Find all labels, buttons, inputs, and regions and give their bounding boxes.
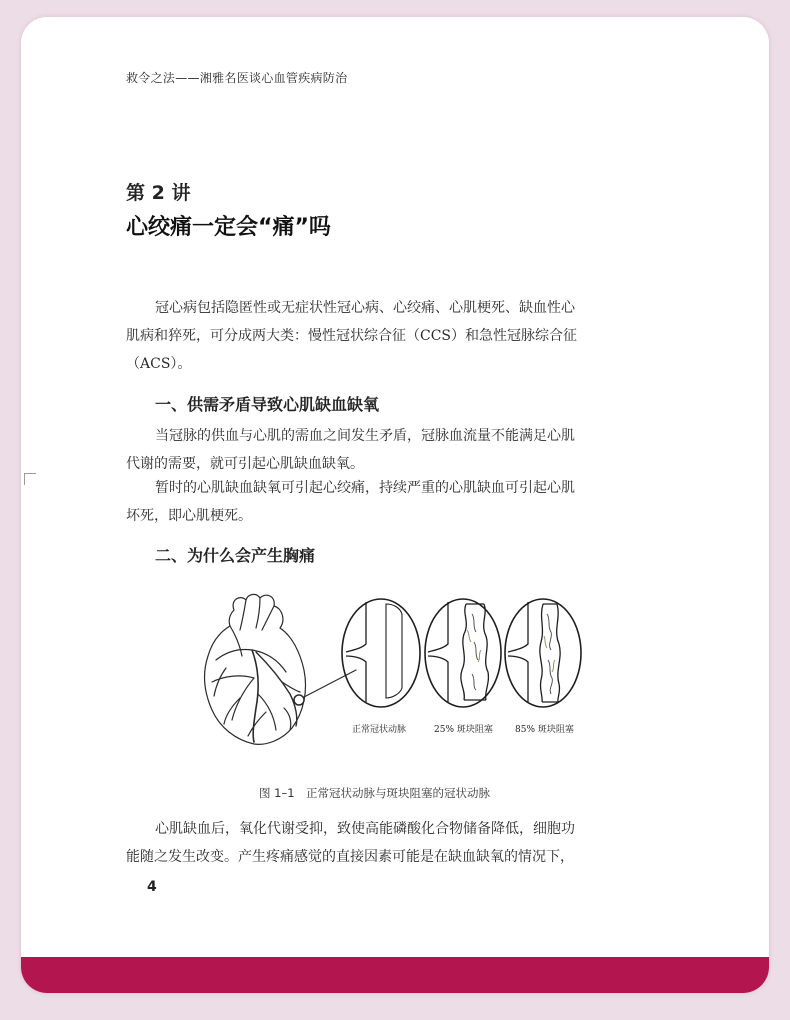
book-page [21, 17, 769, 993]
closing-paragraph [126, 815, 640, 871]
intro-line: （ACS）。 [126, 356, 192, 372]
page-number: 4 [147, 879, 157, 895]
body-line: 当冠脉的供血与心肌的需血之间发生矛盾，冠脉血流量不能满足心肌 [155, 428, 575, 444]
coronary-artery-figure [196, 590, 601, 750]
label-25-percent-blockage: 25% 斑块阻塞 [434, 725, 493, 735]
figure-caption: 图 1–1 正常冠状动脉与斑块阻塞的冠状动脉 [259, 786, 491, 800]
running-head: 救令之法——湘雅名医谈心血管疾病防治 [126, 71, 348, 85]
section-heading-2: 二、为什么会产生胸痛 [155, 546, 316, 565]
body-line: 心肌缺血后，氧化代谢受抑，致使高能磷酸化合物储备降低，细胞功 [155, 821, 575, 837]
label-normal-artery: 正常冠状动脉 [352, 725, 407, 735]
body-line: 坏死，即心肌梗死。 [126, 508, 252, 524]
body-line: 代谢的需要，就可引起心肌缺血缺氧。 [126, 456, 364, 472]
crop-mark [24, 473, 25, 485]
body-line: 暂时的心肌缺血缺氧可引起心绞痛，持续严重的心肌缺血可引起心肌 [155, 480, 575, 496]
section1-paragraph-1 [126, 422, 640, 478]
chapter-title: 心绞痛一定会“痛”吗 [126, 215, 331, 240]
intro-line: 冠心病包括隐匿性或无症状性冠心病、心绞痛、心肌梗死、缺血性心 [155, 300, 575, 316]
intro-paragraph [126, 294, 640, 378]
label-85-percent-blockage: 85% 斑块阻塞 [515, 725, 574, 735]
footer-accent-band [21, 957, 769, 993]
intro-line: 肌病和猝死，可分成两大类：慢性冠状综合征（CCS）和急性冠脉综合征 [126, 328, 578, 344]
section-heading-1: 一、供需矛盾导致心肌缺血缺氧 [155, 395, 380, 414]
lecture-number: 第 2 讲 [126, 182, 191, 204]
section1-paragraph-2 [126, 474, 640, 530]
crop-mark [24, 473, 36, 474]
body-line: 能随之发生改变。产生疼痛感觉的直接因素可能是在缺血缺氧的情况下， [126, 849, 574, 865]
